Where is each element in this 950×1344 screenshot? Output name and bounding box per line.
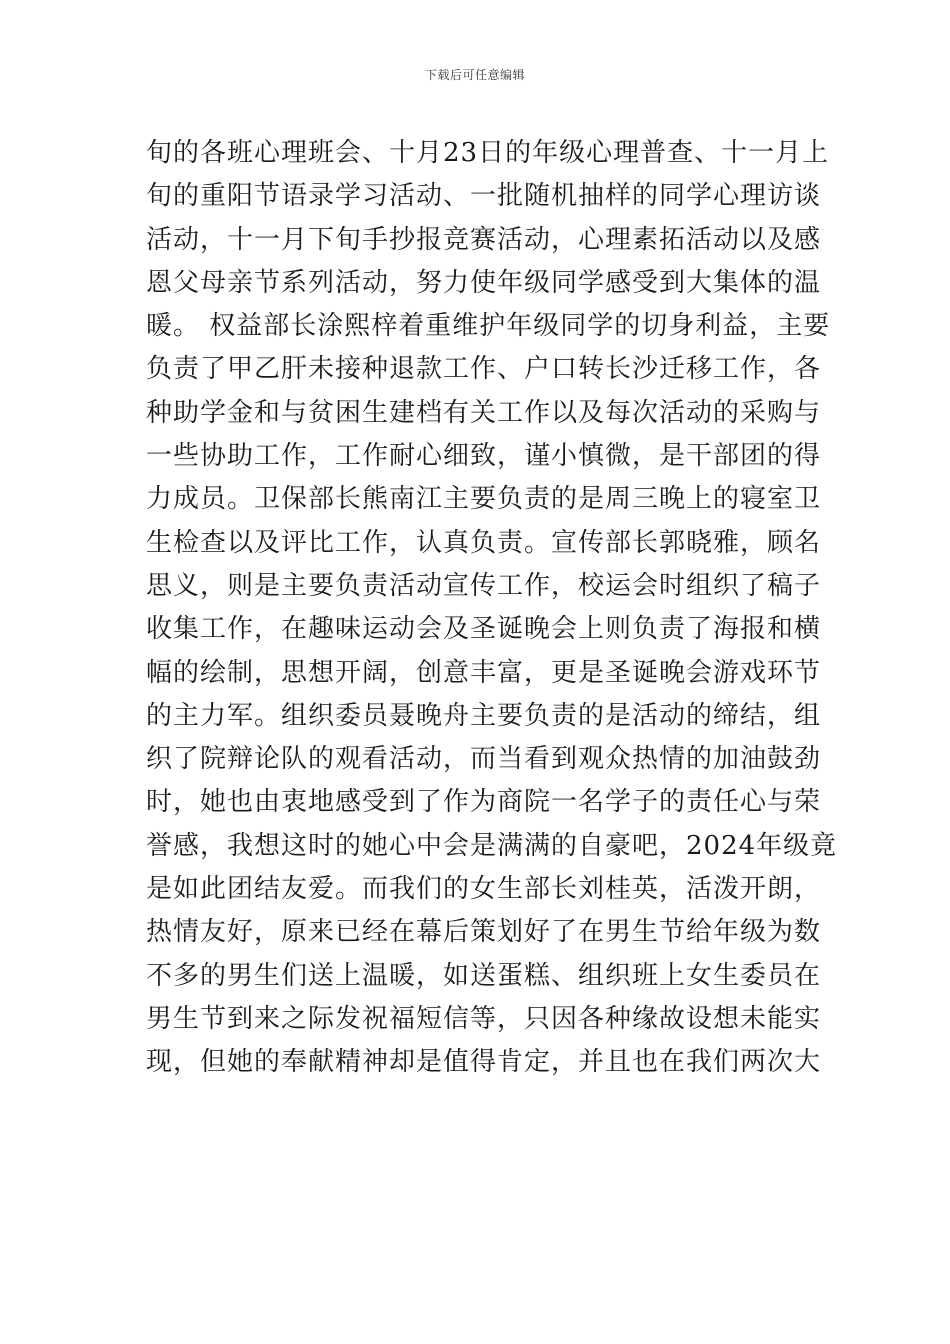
- text-line: 织了院辩论队的观看活动，而当看到观众热情的加油鼓劲: [146, 744, 822, 775]
- text-line: 思义，则是主要负责活动宣传工作，校运会时组织了稿子: [146, 570, 822, 601]
- text-line: 一些协助工作，工作耐心细致，谨小慎微，是干部团的得: [146, 441, 822, 472]
- text-line: 现，但她的奉献精神却是值得肯定，并且也在我们两次大: [146, 1047, 822, 1078]
- text-line: 旬的重阳节语录学习活动、一批随机抽样的同学心理访谈: [146, 181, 822, 212]
- text-line: 暖。 权益部长涂熙梓着重维护年级同学的切身利益，主要: [146, 311, 831, 342]
- text-line: 誉感，我想这时的她心中会是满满的自豪吧，2024年级竟: [146, 830, 838, 861]
- page-header: 下载后可任意编辑: [424, 68, 525, 82]
- body-paragraph: [146, 132, 838, 1085]
- text-line: 旬的各班心理班会、十月23日的年级心理普查、十一月上: [146, 138, 830, 168]
- text-line: 生检查以及评比工作，认真负责。宣传部长郭晓雅，顾名: [146, 527, 822, 558]
- text-line: 的主力军。组织委员聂晚舟主要负责的是活动的缔结，组: [146, 700, 822, 731]
- text-line: 力成员。卫保部长熊南江主要负责的是周三晚上的寝室卫: [146, 484, 822, 515]
- text-line: 男生节到来之际发祝福短信等，只因各种缘故设想未能实: [146, 1003, 822, 1034]
- text-line: 种助学金和与贫困生建档有关工作以及每次活动的采购与: [146, 397, 822, 428]
- text-line: 活动，十一月下旬手抄报竞赛活动，心理素拓活动以及感: [146, 224, 822, 255]
- text-line: 负责了甲乙肝未接种退款工作、户口转长沙迁移工作，各: [146, 354, 822, 385]
- text-line: 幅的绘制，思想开阔，创意丰富，更是圣诞晚会游戏环节: [146, 657, 822, 688]
- text-line: 收集工作，在趣味运动会及圣诞晚会上则负责了海报和横: [146, 614, 822, 645]
- text-line: 恩父母亲节系列活动，努力使年级同学感受到大集体的温: [146, 267, 822, 298]
- text-line: 不多的男生们送上温暖，如送蛋糕、组织班上女生委员在: [146, 960, 822, 991]
- text-line: 热情友好，原来已经在幕后策划好了在男生节给年级为数: [146, 917, 822, 948]
- text-line: 是如此团结友爱。而我们的女生部长刘桂英，活泼开朗，: [146, 874, 822, 905]
- text-line: 时，她也由衷地感受到了作为商院一名学子的责任心与荣: [146, 787, 822, 818]
